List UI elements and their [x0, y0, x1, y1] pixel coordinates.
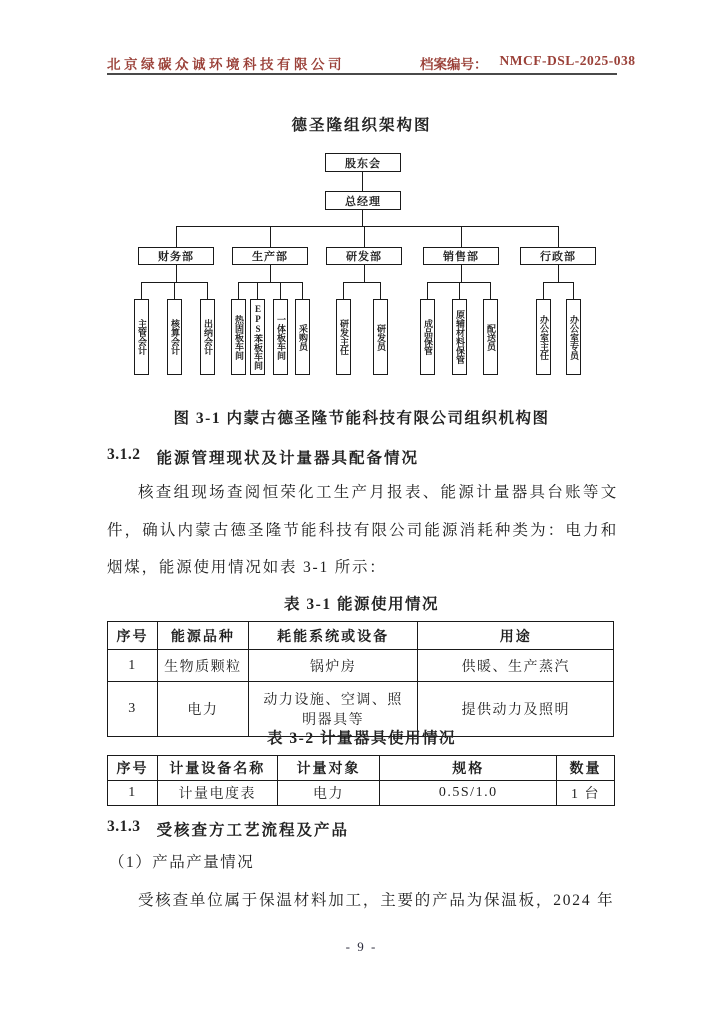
connector-line [461, 265, 462, 282]
archive-number: NMCF-DSL-2025-038 [499, 53, 636, 68]
connector-line [364, 226, 365, 247]
header-cell: 用途 [418, 622, 614, 650]
header-cell: 耗能系统或设备 [248, 622, 418, 650]
connector-line [141, 282, 142, 299]
table-cell: 1 [108, 781, 158, 806]
connector-line [238, 282, 302, 283]
org-node-general-manager: 总经理 [325, 191, 401, 210]
connector-line [207, 282, 208, 299]
table-cell: 动力设施、空调、照明器具等 [248, 682, 418, 737]
table-3-2-caption: 表 3-2 计量器具使用情况 [267, 730, 456, 747]
body-paragraph: 核查组现场查阅恒荣化工生产月报表、能源计量器具台账等文件，确认内蒙古德圣隆节能科技有限公司能源消耗种类为：电力和烟煤，能源使用情况如表 3-1 所示： [107, 484, 618, 576]
table-cell: 1 [108, 650, 158, 682]
table-header-row [108, 622, 614, 650]
org-node-finance-dept: 财务部 [138, 247, 214, 265]
org-node-rd-director: 研发主任 [336, 299, 351, 375]
connector-line [427, 282, 428, 299]
connector-line [176, 226, 559, 227]
connector-line [459, 282, 460, 299]
list-item-product-output: （1）产品产量情况 [109, 854, 255, 871]
section-number: 3.1.3 [107, 818, 141, 835]
header-cell: 数量 [557, 756, 615, 781]
table-metering-devices [107, 755, 615, 806]
header-cell: 计量对象 [277, 756, 380, 781]
table-header-row [108, 756, 615, 781]
connector-line [174, 282, 175, 299]
connector-line [257, 282, 258, 299]
org-node-delivery-staff: 配送员 [483, 299, 498, 375]
section-heading-313 [107, 818, 349, 840]
table-row [108, 781, 615, 806]
connector-line [558, 226, 559, 247]
org-node-office-director: 办公室主任 [536, 299, 551, 375]
body-paragraph: 受核查单位属于保温材料加工，主要的产品为保温板，2024 年 [138, 892, 615, 909]
org-node-thermoset-workshop: 热固板车间 [231, 299, 246, 375]
connector-line [270, 265, 271, 282]
table-cell: 计量电度表 [157, 781, 277, 806]
org-node-finished-goods-keeper: 成品保管 [420, 299, 435, 375]
connector-line [543, 282, 573, 283]
org-node-integrated-board-workshop: 一体板车间 [273, 299, 288, 375]
connector-line [380, 282, 381, 299]
connector-line [302, 282, 303, 299]
header-company-name: 北京绿碳众诚环境科技有限公司 [107, 57, 345, 72]
org-node-cashier-accountant: 出纳会计 [200, 299, 215, 375]
figure-caption: 图 3-1 内蒙古德圣隆节能科技有限公司组织机构图 [173, 410, 550, 427]
connector-line [176, 226, 177, 247]
org-node-admin-dept: 行政部 [520, 247, 596, 265]
page-number: - 9 - [345, 939, 378, 954]
connector-line [280, 282, 281, 299]
header-rule [107, 73, 617, 75]
table-cell: 0.5S/1.0 [380, 781, 557, 806]
table-cell: 电力 [157, 682, 248, 737]
header-cell: 序号 [108, 756, 158, 781]
org-node-office-specialist: 办公室专员 [566, 299, 581, 375]
archive-label: 档案编号： [420, 57, 488, 72]
section-title: 受核查方工艺流程及产品 [156, 822, 350, 839]
table-energy-usage [107, 621, 614, 737]
header-cell: 规格 [380, 756, 557, 781]
org-node-rd-staff: 研发员 [373, 299, 388, 375]
org-node-purchaser: 采购员 [295, 299, 310, 375]
connector-line [176, 265, 177, 282]
section-number: 3.1.2 [107, 446, 141, 463]
connector-line [343, 282, 380, 283]
org-node-production-dept: 生产部 [232, 247, 308, 265]
header-cell: 能源品种 [157, 622, 248, 650]
org-node-chief-accountant: 主管会计 [134, 299, 149, 375]
table-cell: 1 台 [557, 781, 615, 806]
connector-line [270, 226, 271, 247]
table-cell: 锅炉房 [248, 650, 418, 682]
connector-line [238, 282, 239, 299]
connector-line [573, 282, 574, 299]
table-cell: 提供动力及照明 [418, 682, 614, 737]
table-3-1-caption: 表 3-1 能源使用情况 [284, 596, 439, 613]
header-archive [420, 53, 636, 73]
section-title: 能源管理现状及计量器具配备情况 [156, 450, 420, 467]
table-cell: 3 [108, 682, 158, 737]
connector-line [343, 282, 344, 299]
header-cell: 序号 [108, 622, 158, 650]
connector-line [461, 226, 462, 247]
connector-line [364, 265, 365, 282]
table-cell: 生物质颗粒 [157, 650, 248, 682]
connector-line [543, 282, 544, 299]
org-node-shareholders: 股东会 [325, 153, 401, 172]
org-node-sales-dept: 销售部 [423, 247, 499, 265]
org-node-raw-material-keeper: 原辅材料保管 [452, 299, 467, 375]
connector-line [362, 172, 363, 191]
connector-line [362, 210, 363, 226]
org-chart-title: 德圣隆组织架构图 [291, 117, 432, 134]
table-cell: 供暖、生产蒸汽 [418, 650, 614, 682]
header-cell: 计量设备名称 [157, 756, 277, 781]
org-node-rd-dept: 研发部 [326, 247, 402, 265]
section-heading-312 [107, 446, 419, 468]
connector-line [558, 265, 559, 282]
connector-line [490, 282, 491, 299]
table-cell: 电力 [277, 781, 380, 806]
table-row [108, 650, 614, 682]
org-node-cost-accountant: 核算会计 [167, 299, 182, 375]
org-node-eps-workshop: EPS苯板车间 [250, 299, 265, 375]
